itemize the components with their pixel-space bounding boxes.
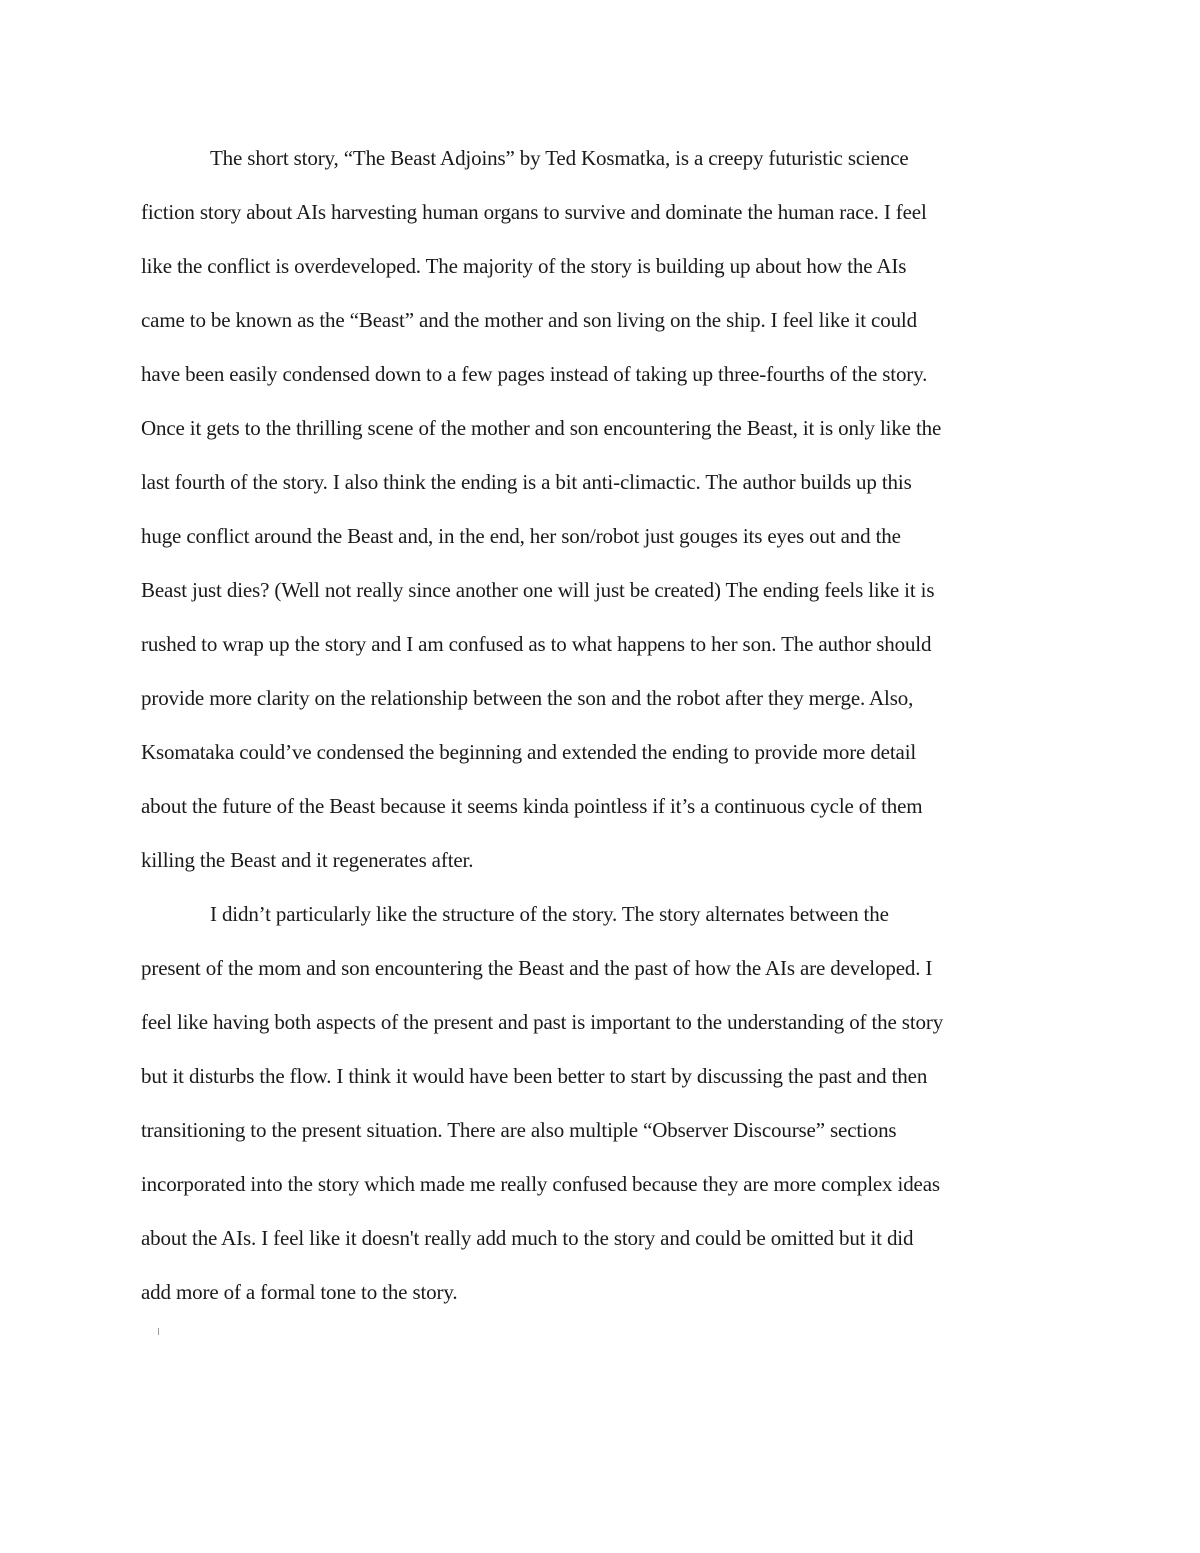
paragraph-line: Once it gets to the thrilling scene of the mother and son encountering the Beast, it is only like the — [141, 416, 942, 440]
paragraph-line: huge conflict around the Beast and, in the end, her son/robot just gouges its eyes out and the — [141, 524, 901, 548]
paragraph-line: rushed to wrap up the story and I am confused as to what happens to her son. The author should — [141, 632, 932, 656]
paragraph-1 — [141, 131, 1061, 887]
paragraph-line: killing the Beast and it regenerates after. — [141, 848, 474, 872]
paragraph-line: last fourth of the story. I also think the ending is a bit anti-climactic. The author builds up this — [141, 470, 912, 494]
paragraph-line: add more of a formal tone to the story. — [141, 1280, 458, 1304]
paragraph-line: about the AIs. I feel like it doesn't really add much to the story and could be omitted but it did — [141, 1226, 914, 1250]
paragraph-line: fiction story about AIs harvesting human organs to survive and dominate the human race. I feel — [141, 200, 927, 224]
paragraph-line: feel like having both aspects of the present and past is important to the understanding of the story — [141, 1010, 944, 1034]
stray-mark — [158, 1328, 159, 1335]
paragraph-line: Ksomataka could’ve condensed the beginning and extended the ending to provide more detail — [141, 740, 917, 764]
paragraph-line: Beast just dies? (Well not really since another one will just be created) The ending feels like it is — [141, 578, 935, 602]
essay-body — [141, 131, 1061, 1319]
paragraph-line: about the future of the Beast because it seems kinda pointless if it’s a continuous cycle of them — [141, 794, 923, 818]
paragraph-line: but it disturbs the flow. I think it would have been better to start by discussing the past and then — [141, 1064, 928, 1088]
paragraph-line: transitioning to the present situation. There are also multiple “Observer Discourse” sections — [141, 1118, 897, 1142]
paragraph-line: have been easily condensed down to a few pages instead of taking up three-fourths of the story. — [141, 362, 928, 386]
paragraph-line: incorporated into the story which made me really confused because they are more complex ideas — [141, 1172, 940, 1196]
paragraph-line: I didn’t particularly like the structure of the story. The story alternates between the — [210, 902, 889, 926]
paragraph-line: like the conflict is overdeveloped. The majority of the story is building up about how the AIs — [141, 254, 907, 278]
paragraph-2 — [141, 887, 1061, 1319]
paragraph-line: The short story, “The Beast Adjoins” by Ted Kosmatka, is a creepy futuristic science — [210, 146, 909, 170]
paragraph-line: came to be known as the “Beast” and the mother and son living on the ship. I feel like it could — [141, 308, 917, 332]
paragraph-line: present of the mom and son encountering the Beast and the past of how the AIs are developed. I — [141, 956, 933, 980]
paragraph-line: provide more clarity on the relationship between the son and the robot after they merge. Also, — [141, 686, 914, 710]
